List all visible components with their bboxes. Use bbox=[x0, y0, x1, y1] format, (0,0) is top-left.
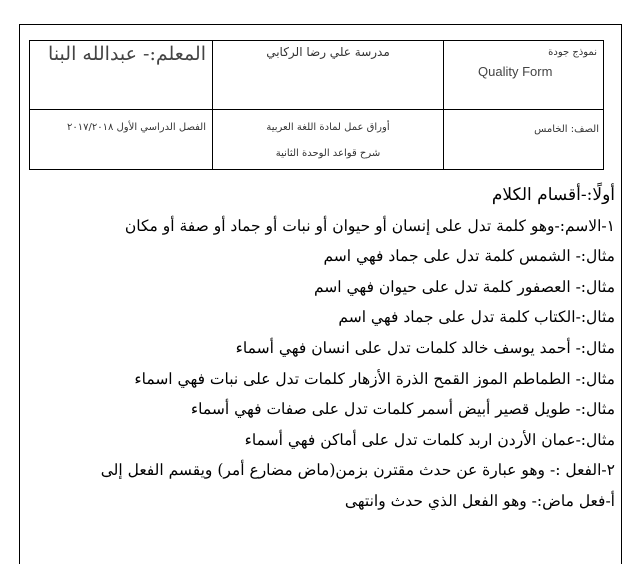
form-cell bbox=[444, 41, 605, 109]
text-line: مثال:-الكتاب كلمة تدل على جماد فهي اسم bbox=[338, 308, 615, 327]
document-body bbox=[29, 180, 615, 517]
term-label: الفصل الدراسي الأول ٢٠١٧/٢٠١٨ bbox=[67, 122, 206, 133]
school-name: مدرسة علي رضا الركابي bbox=[266, 45, 390, 59]
term-cell bbox=[30, 110, 212, 171]
text-line: ١-الاسم:-وهو كلمة تدل على إنسان أو حيوان أو نبات أو جماد أو صفة أو مكان bbox=[124, 216, 615, 235]
teacher-name: المعلم:- عبدالله البنا bbox=[48, 43, 206, 65]
text-line: مثال:-عمان الأردن اربد كلمات تدل على أماكن فهي أسماء bbox=[244, 430, 615, 449]
text-line: مثال:- الشمس كلمة تدل على جماد فهي اسم bbox=[323, 247, 615, 266]
class-label: الصف: الخامس bbox=[534, 124, 599, 135]
text-line: أ-فعل ماض:- وهو الفعل الذي حدث وانتهى bbox=[344, 491, 615, 510]
text-line: مثال:- العصفور كلمة تدل على حيوان فهي اسم bbox=[313, 277, 615, 296]
form-label: نموذج جودة bbox=[548, 47, 597, 58]
section-title: أولًا:-أقسام الكلام bbox=[491, 185, 615, 205]
form-label-en: Quality Form bbox=[478, 64, 553, 79]
header-table bbox=[29, 40, 604, 170]
teacher-cell bbox=[30, 41, 212, 109]
text-line: مثال:- أحمد يوسف خالد كلمات تدل على انسان فهي أسماء bbox=[235, 338, 615, 357]
school-cell bbox=[213, 41, 443, 109]
class-cell bbox=[444, 110, 605, 171]
worksheet-title: أوراق عمل لمادة اللغة العربية bbox=[266, 122, 390, 133]
text-line: ٢-الفعل :- وهو عبارة عن حدث مقترن بزمن(ماض مضارع أمر) ويقسم الفعل إلى bbox=[100, 461, 615, 480]
unit-title: شرح قواعد الوحدة الثانية bbox=[275, 148, 381, 159]
worksheet-cell bbox=[213, 110, 443, 171]
text-line: مثال:- طويل قصير أبيض أسمر كلمات تدل على صفات فهي أسماء bbox=[190, 400, 615, 419]
text-line: مثال:- الطماطم الموز القمح الذرة الأزهار كلمات تدل على نبات فهي اسماء bbox=[134, 369, 615, 388]
